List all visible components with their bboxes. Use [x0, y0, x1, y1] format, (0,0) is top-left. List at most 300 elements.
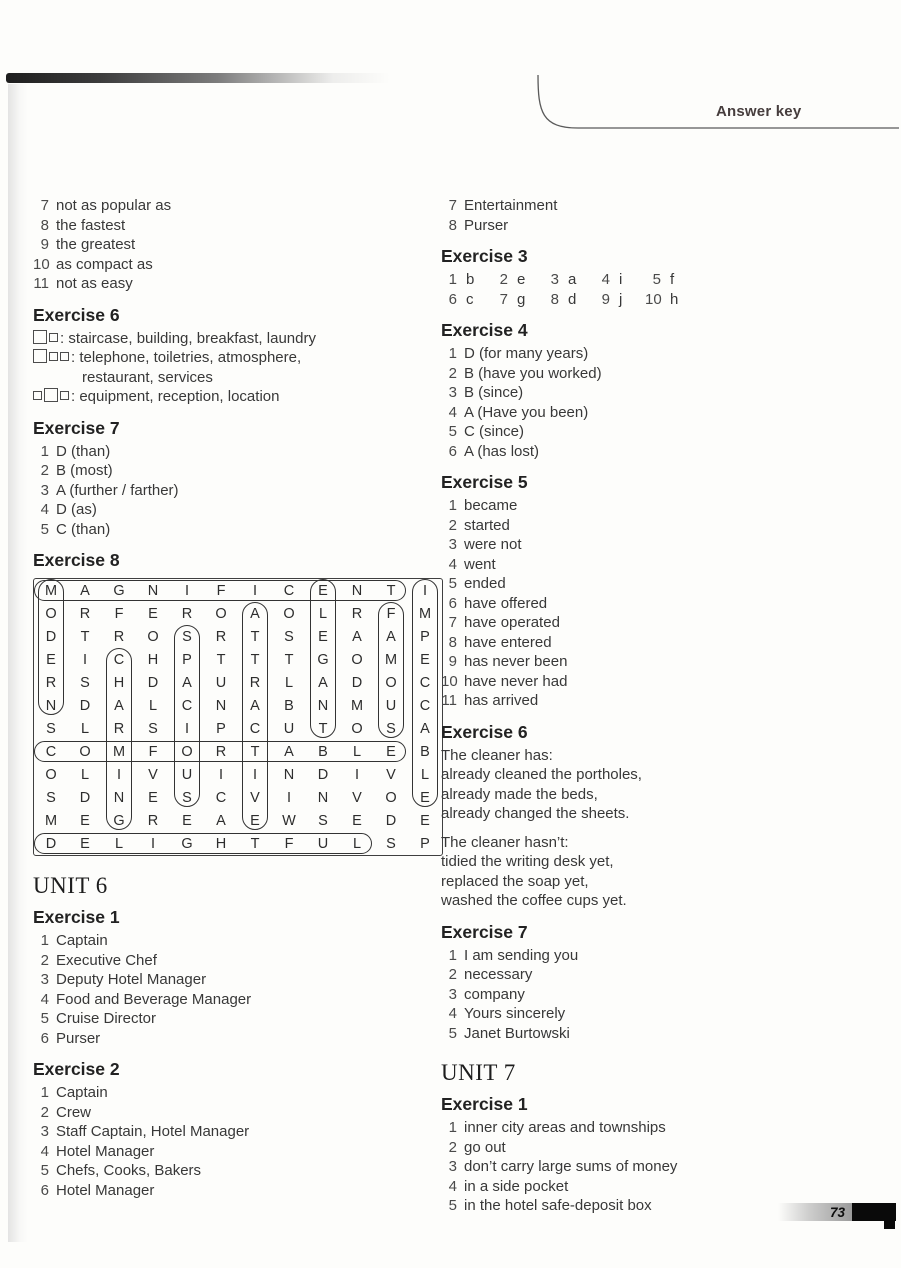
- answer-item: [441, 422, 893, 442]
- found-word-oval-magnificent: [34, 580, 406, 601]
- grid-letter: N: [317, 697, 329, 714]
- answer-item: [33, 1122, 437, 1142]
- grid-letter: A: [318, 674, 328, 691]
- grid-letter: R: [215, 628, 227, 645]
- grid-letter: A: [216, 812, 226, 829]
- answer-item: [441, 1024, 893, 1044]
- stress-square-small: [60, 352, 69, 361]
- pair-number: 3: [550, 271, 559, 288]
- answer-item: [33, 951, 437, 971]
- exercise-heading: Exercise 4: [441, 320, 528, 340]
- grid-letter: G: [181, 835, 193, 852]
- answer-item: [33, 1029, 437, 1049]
- item-number: 7: [40, 197, 49, 214]
- answer-item: [33, 931, 437, 951]
- grid-letter: A: [250, 697, 260, 714]
- grid-letter: T: [250, 743, 260, 760]
- grid-letter: L: [318, 605, 328, 622]
- stress-pattern-line: [33, 368, 437, 388]
- right-column: [441, 196, 893, 1216]
- item-text: Captain: [56, 1084, 108, 1101]
- grid-letter: T: [250, 628, 260, 645]
- grid-letter: P: [182, 651, 192, 668]
- matching-pair: [441, 270, 492, 290]
- grid-letter: S: [80, 674, 90, 691]
- grid-letter: I: [82, 651, 88, 668]
- grid-letter: O: [385, 789, 397, 806]
- grid-letter: R: [351, 605, 363, 622]
- item-text: D (for many years): [464, 345, 589, 362]
- item-text: B (have you worked): [464, 364, 602, 382]
- answer-item: [441, 691, 893, 711]
- left-column: [33, 196, 437, 1200]
- item-number: 5: [40, 1010, 49, 1027]
- grid-letter: E: [352, 812, 362, 829]
- item-text: have entered: [464, 633, 552, 651]
- grid-letter: O: [45, 766, 57, 783]
- grid-letter: W: [282, 812, 296, 829]
- grid-letter: T: [284, 651, 294, 668]
- item-number: 5: [448, 1197, 457, 1214]
- item-text: Crew: [56, 1103, 92, 1121]
- pair-number: 5: [652, 271, 661, 288]
- grid-letter: A: [352, 628, 362, 645]
- item-text: Staff Captain, Hotel Manager: [56, 1123, 250, 1140]
- grid-letter: B: [284, 697, 294, 714]
- item-number: 5: [448, 575, 457, 592]
- answer-item: [441, 555, 893, 575]
- item-text: were not: [464, 536, 522, 553]
- pair-number: 2: [499, 271, 508, 288]
- grid-letter: O: [283, 605, 295, 622]
- grid-letter: G: [113, 582, 125, 599]
- matching-pair: [492, 270, 543, 290]
- item-number: 7: [448, 614, 457, 631]
- page-edge-shadow: [8, 84, 28, 1242]
- stress-square-small: [49, 333, 58, 342]
- answer-item: [441, 1004, 893, 1024]
- grid-letter: I: [252, 766, 258, 783]
- item-text: Executive Chef: [56, 951, 157, 969]
- item-text: the greatest: [56, 236, 136, 253]
- unit6-exercise-2-list: [33, 1083, 437, 1200]
- grid-letter: E: [318, 582, 328, 599]
- stress-square-small: [49, 352, 58, 361]
- matching-pair: [543, 270, 594, 290]
- exercise-7-list: [441, 946, 893, 1044]
- exercise-heading: Exercise 7: [33, 417, 120, 438]
- item-text: Captain: [56, 932, 108, 949]
- pattern-words: : telephone, toiletries, atmosphere,: [71, 349, 302, 366]
- item-number: 1: [40, 442, 49, 460]
- answer-item: [441, 196, 893, 216]
- found-word-oval-charming: [106, 648, 132, 830]
- grid-letter: A: [250, 605, 260, 622]
- answer-item: [441, 652, 893, 672]
- grid-letter: U: [317, 835, 329, 852]
- grid-letter: T: [80, 628, 90, 645]
- answer-item: [441, 672, 893, 692]
- grid-letter: L: [420, 766, 430, 783]
- grid-letter: T: [386, 582, 396, 599]
- item-text: A (Have you been): [464, 403, 589, 421]
- matching-pair: [594, 270, 645, 290]
- item-number: 3: [40, 1123, 49, 1140]
- stress-pattern-line: [33, 329, 437, 349]
- exercise-heading: Exercise 1: [441, 1094, 528, 1114]
- grid-letter: R: [147, 812, 159, 829]
- item-number: 1: [40, 932, 49, 949]
- grid-letter: S: [148, 720, 158, 737]
- answer-item: [441, 574, 893, 594]
- grid-letter: C: [45, 743, 57, 760]
- grid-letter: I: [422, 582, 428, 599]
- grid-letter: A: [80, 582, 90, 599]
- found-word-oval-modern: [38, 579, 64, 715]
- found-word-oval-delightful: [34, 833, 372, 854]
- exercise-7-list: [33, 442, 437, 540]
- item-number: 2: [448, 364, 457, 382]
- item-text: started: [464, 516, 510, 534]
- grid-letter: E: [80, 812, 90, 829]
- item-text: Food and Beverage Manager: [56, 990, 252, 1008]
- exercise-2-continued-list: [441, 196, 893, 235]
- pair-letter: f: [670, 271, 675, 288]
- item-text: company: [464, 985, 525, 1003]
- grid-letter: A: [284, 743, 294, 760]
- grid-letter: O: [385, 674, 397, 691]
- answer-item: [33, 520, 437, 540]
- item-text: C (since): [464, 423, 525, 440]
- item-text: necessary: [464, 966, 533, 983]
- item-text: not as easy: [56, 275, 133, 292]
- item-number: 4: [40, 990, 49, 1008]
- word-search-grid: [33, 578, 443, 856]
- matching-pair: [594, 290, 645, 310]
- grid-letter: E: [182, 812, 192, 829]
- exercise-heading: Exercise 2: [33, 1059, 120, 1079]
- grid-letter: R: [181, 605, 193, 622]
- grid-letter: P: [216, 720, 226, 737]
- grid-letter: R: [113, 720, 125, 737]
- stress-square-large: [33, 330, 47, 344]
- grid-letter: L: [80, 720, 90, 737]
- answer-item: [441, 403, 893, 423]
- item-text: Purser: [56, 1029, 101, 1047]
- item-number: 3: [40, 481, 49, 499]
- grid-letter: O: [45, 605, 57, 622]
- grid-letter: N: [283, 766, 295, 783]
- pair-letter: j: [619, 290, 623, 308]
- answer-item: [33, 1142, 437, 1162]
- item-number: 6: [40, 1029, 49, 1047]
- grid-letter: H: [215, 835, 227, 852]
- pair-letter: b: [466, 271, 475, 288]
- exercise-heading: Exercise 1: [33, 907, 120, 927]
- answer-item: [441, 613, 893, 633]
- grid-letter: I: [218, 766, 224, 783]
- grid-letter: I: [116, 766, 122, 783]
- grid-letter: C: [283, 582, 295, 599]
- matching-pair: [492, 290, 543, 310]
- item-number: 5: [448, 423, 457, 440]
- exercise-6-stress-patterns: [33, 329, 437, 407]
- pair-number: 4: [601, 271, 610, 288]
- grid-letter: I: [150, 835, 156, 852]
- item-number: 1: [448, 1119, 457, 1136]
- exercise-heading: Exercise 8: [33, 550, 120, 570]
- answer-item: [33, 481, 437, 501]
- item-text: ended: [464, 575, 506, 592]
- item-number: 2: [40, 462, 49, 479]
- grid-letter: S: [386, 720, 396, 737]
- stress-pattern-line: [33, 348, 437, 368]
- group-line: replaced the soap yet,: [441, 872, 589, 890]
- scan-artifact-bar: [6, 73, 390, 83]
- item-number: 10: [33, 255, 50, 273]
- grid-letter: E: [420, 651, 430, 668]
- answer-item: [441, 1138, 893, 1158]
- item-number: 5: [40, 520, 49, 538]
- answer-item: [33, 1181, 437, 1201]
- found-word-oval-impeccable: [412, 579, 438, 807]
- grid-letter: O: [215, 605, 227, 622]
- item-text: the fastest: [56, 216, 126, 234]
- grid-letter: E: [46, 651, 56, 668]
- grid-letter: D: [45, 835, 57, 852]
- answer-item: [441, 516, 893, 536]
- matching-pair: [543, 290, 594, 310]
- grid-letter: S: [46, 720, 56, 737]
- grid-letter: U: [283, 720, 295, 737]
- item-number: 11: [33, 275, 49, 292]
- stress-square-large: [44, 388, 58, 402]
- pair-number: 7: [499, 290, 508, 308]
- matching-row: [441, 270, 893, 290]
- exercise-heading: Exercise 3: [441, 246, 528, 266]
- item-text: not as popular as: [56, 197, 172, 214]
- item-text: C (than): [56, 520, 111, 538]
- item-number: 4: [448, 555, 457, 573]
- answer-item: [33, 442, 437, 462]
- item-text: B (since): [464, 384, 524, 401]
- grid-letter: O: [181, 743, 193, 760]
- answer-item: [33, 500, 437, 520]
- grid-letter: D: [147, 674, 159, 691]
- grid-letter: E: [250, 812, 260, 829]
- grid-letter: L: [114, 835, 124, 852]
- grid-letter: V: [386, 766, 396, 783]
- grid-letter: T: [250, 651, 260, 668]
- pattern-words: : staircase, building, breakfast, laundry: [60, 329, 316, 347]
- item-number: 2: [40, 951, 49, 969]
- grid-letter: M: [384, 651, 398, 668]
- item-text: have offered: [464, 594, 548, 612]
- grid-letter: H: [147, 651, 159, 668]
- pair-letter: c: [466, 290, 474, 308]
- exercise-4-list: [441, 344, 893, 461]
- grid-letter: S: [284, 628, 294, 645]
- grid-letter: A: [386, 628, 396, 645]
- item-text: went: [464, 555, 496, 573]
- found-word-oval-attractive: [242, 602, 268, 830]
- answer-item: [441, 364, 893, 384]
- grid-letter: F: [386, 605, 396, 622]
- exercise-heading: Exercise 6: [33, 304, 120, 325]
- item-number: 4: [448, 403, 457, 421]
- item-text: in the hotel safe-deposit box: [464, 1197, 652, 1214]
- pair-number: 9: [601, 290, 610, 308]
- grid-letter: I: [286, 789, 292, 806]
- item-number: 8: [40, 216, 49, 234]
- answer-item: [441, 216, 893, 236]
- answer-item: [441, 442, 893, 462]
- stress-square-small: [60, 391, 69, 400]
- pair-number: 6: [448, 290, 457, 308]
- answer-item: [441, 946, 893, 966]
- item-number: 2: [448, 1138, 457, 1156]
- grid-letter: L: [352, 835, 362, 852]
- item-text: Deputy Hotel Manager: [56, 971, 207, 988]
- grid-letter: A: [182, 674, 192, 691]
- group-line: washed the coffee cups yet.: [441, 892, 627, 909]
- item-text: Purser: [464, 216, 509, 234]
- item-number: 4: [448, 1005, 457, 1022]
- grid-letter: P: [420, 835, 430, 852]
- grid-letter: T: [318, 720, 328, 737]
- grid-letter: F: [216, 582, 226, 599]
- pair-letter: i: [619, 271, 623, 288]
- found-word-oval-elegant: [310, 579, 336, 738]
- answer-item: [441, 1177, 893, 1197]
- group-line: already cleaned the portholes,: [441, 766, 642, 783]
- grid-letter: O: [79, 743, 91, 760]
- exercise-3-matching: [441, 270, 893, 309]
- grid-letter: I: [184, 582, 190, 599]
- header-title: Answer key: [716, 103, 802, 120]
- grid-letter: D: [79, 789, 91, 806]
- grid-letter: D: [385, 812, 397, 829]
- answer-item: [441, 496, 893, 516]
- item-number: 10: [441, 672, 458, 690]
- grid-letter: U: [385, 697, 397, 714]
- item-number: 1: [448, 497, 457, 514]
- grid-letter: E: [318, 628, 328, 645]
- answer-item: [33, 196, 437, 216]
- grid-letter: B: [420, 743, 430, 760]
- grid-letter: S: [182, 789, 192, 806]
- grid-letter: M: [112, 743, 126, 760]
- item-number: 8: [448, 633, 457, 651]
- grid-letter: L: [148, 697, 158, 714]
- group-heading: The cleaner hasn’t:: [441, 833, 569, 851]
- answer-item: [441, 633, 893, 653]
- grid-letter: E: [148, 789, 158, 806]
- found-word-oval-comfortable: [34, 741, 406, 762]
- stress-square-small: [33, 391, 42, 400]
- pair-number: 1: [448, 271, 457, 288]
- item-number: 2: [40, 1103, 49, 1121]
- item-number: 3: [448, 536, 457, 553]
- pair-letter: a: [568, 271, 577, 288]
- item-text: inner city areas and townships: [464, 1119, 666, 1136]
- grid-letter: O: [351, 651, 363, 668]
- unit-heading: UNIT 6: [33, 873, 108, 898]
- item-text: B (most): [56, 462, 113, 479]
- unit6-exercise-1-list: [33, 931, 437, 1048]
- grid-letter: T: [250, 835, 260, 852]
- grid-letter: D: [79, 697, 91, 714]
- item-text: A (further / farther): [56, 481, 179, 499]
- item-text: go out: [464, 1138, 506, 1156]
- grid-letter: E: [386, 743, 396, 760]
- answer-item: [33, 1083, 437, 1103]
- unit7-exercise-1-list: [441, 1118, 893, 1216]
- item-text: Yours sincerely: [464, 1005, 566, 1022]
- item-text: Janet Burtowski: [464, 1024, 570, 1042]
- grid-letter: R: [113, 628, 125, 645]
- exercise-heading: Exercise 6: [441, 721, 528, 742]
- item-text: Entertainment: [464, 197, 558, 214]
- answer-item: [441, 535, 893, 555]
- grid-letter: T: [216, 651, 226, 668]
- answer-group: [441, 833, 893, 911]
- grid-letter: M: [350, 697, 364, 714]
- item-text: has arrived: [464, 692, 539, 709]
- item-text: have operated: [464, 614, 560, 631]
- item-text: Chefs, Cooks, Bakers: [56, 1162, 202, 1179]
- answer-item: [33, 235, 437, 255]
- pair-number: 10: [645, 290, 662, 308]
- grid-letter: E: [420, 812, 430, 829]
- footer-black-bar: [852, 1203, 896, 1221]
- grid-letter: L: [352, 743, 362, 760]
- grid-letter: F: [114, 605, 124, 622]
- grid-letter: C: [113, 651, 125, 668]
- answer-item: [33, 970, 437, 990]
- grid-letter: F: [284, 835, 294, 852]
- grid-letter: F: [148, 743, 158, 760]
- grid-letter: D: [351, 674, 363, 691]
- pattern-words: restaurant, services: [82, 368, 213, 386]
- grid-letter: N: [113, 789, 125, 806]
- item-number: 9: [448, 653, 457, 670]
- grid-letter: I: [184, 720, 190, 737]
- stress-pattern-line: [33, 387, 437, 407]
- grid-letter: E: [148, 605, 158, 622]
- footer-black-tail: [884, 1220, 895, 1229]
- answer-item: [33, 1009, 437, 1029]
- grid-letter: D: [317, 766, 329, 783]
- item-text: Hotel Manager: [56, 1142, 155, 1160]
- answer-item: [441, 1118, 893, 1138]
- item-number: 5: [40, 1162, 49, 1179]
- item-number: 4: [448, 1177, 457, 1195]
- grid-letter: N: [215, 697, 227, 714]
- grid-letter: M: [418, 605, 432, 622]
- grid-letter: C: [215, 789, 227, 806]
- answer-item: [33, 1103, 437, 1123]
- answer-item: [33, 255, 437, 275]
- found-word-oval-famous: [378, 602, 404, 738]
- grid-letter: B: [318, 743, 328, 760]
- item-text: D (than): [56, 442, 111, 460]
- item-text: D (as): [56, 501, 97, 518]
- pair-number: 8: [550, 290, 559, 308]
- grid-letter: R: [79, 605, 91, 622]
- item-number: 3: [448, 985, 457, 1003]
- page-number: 73: [778, 1203, 852, 1221]
